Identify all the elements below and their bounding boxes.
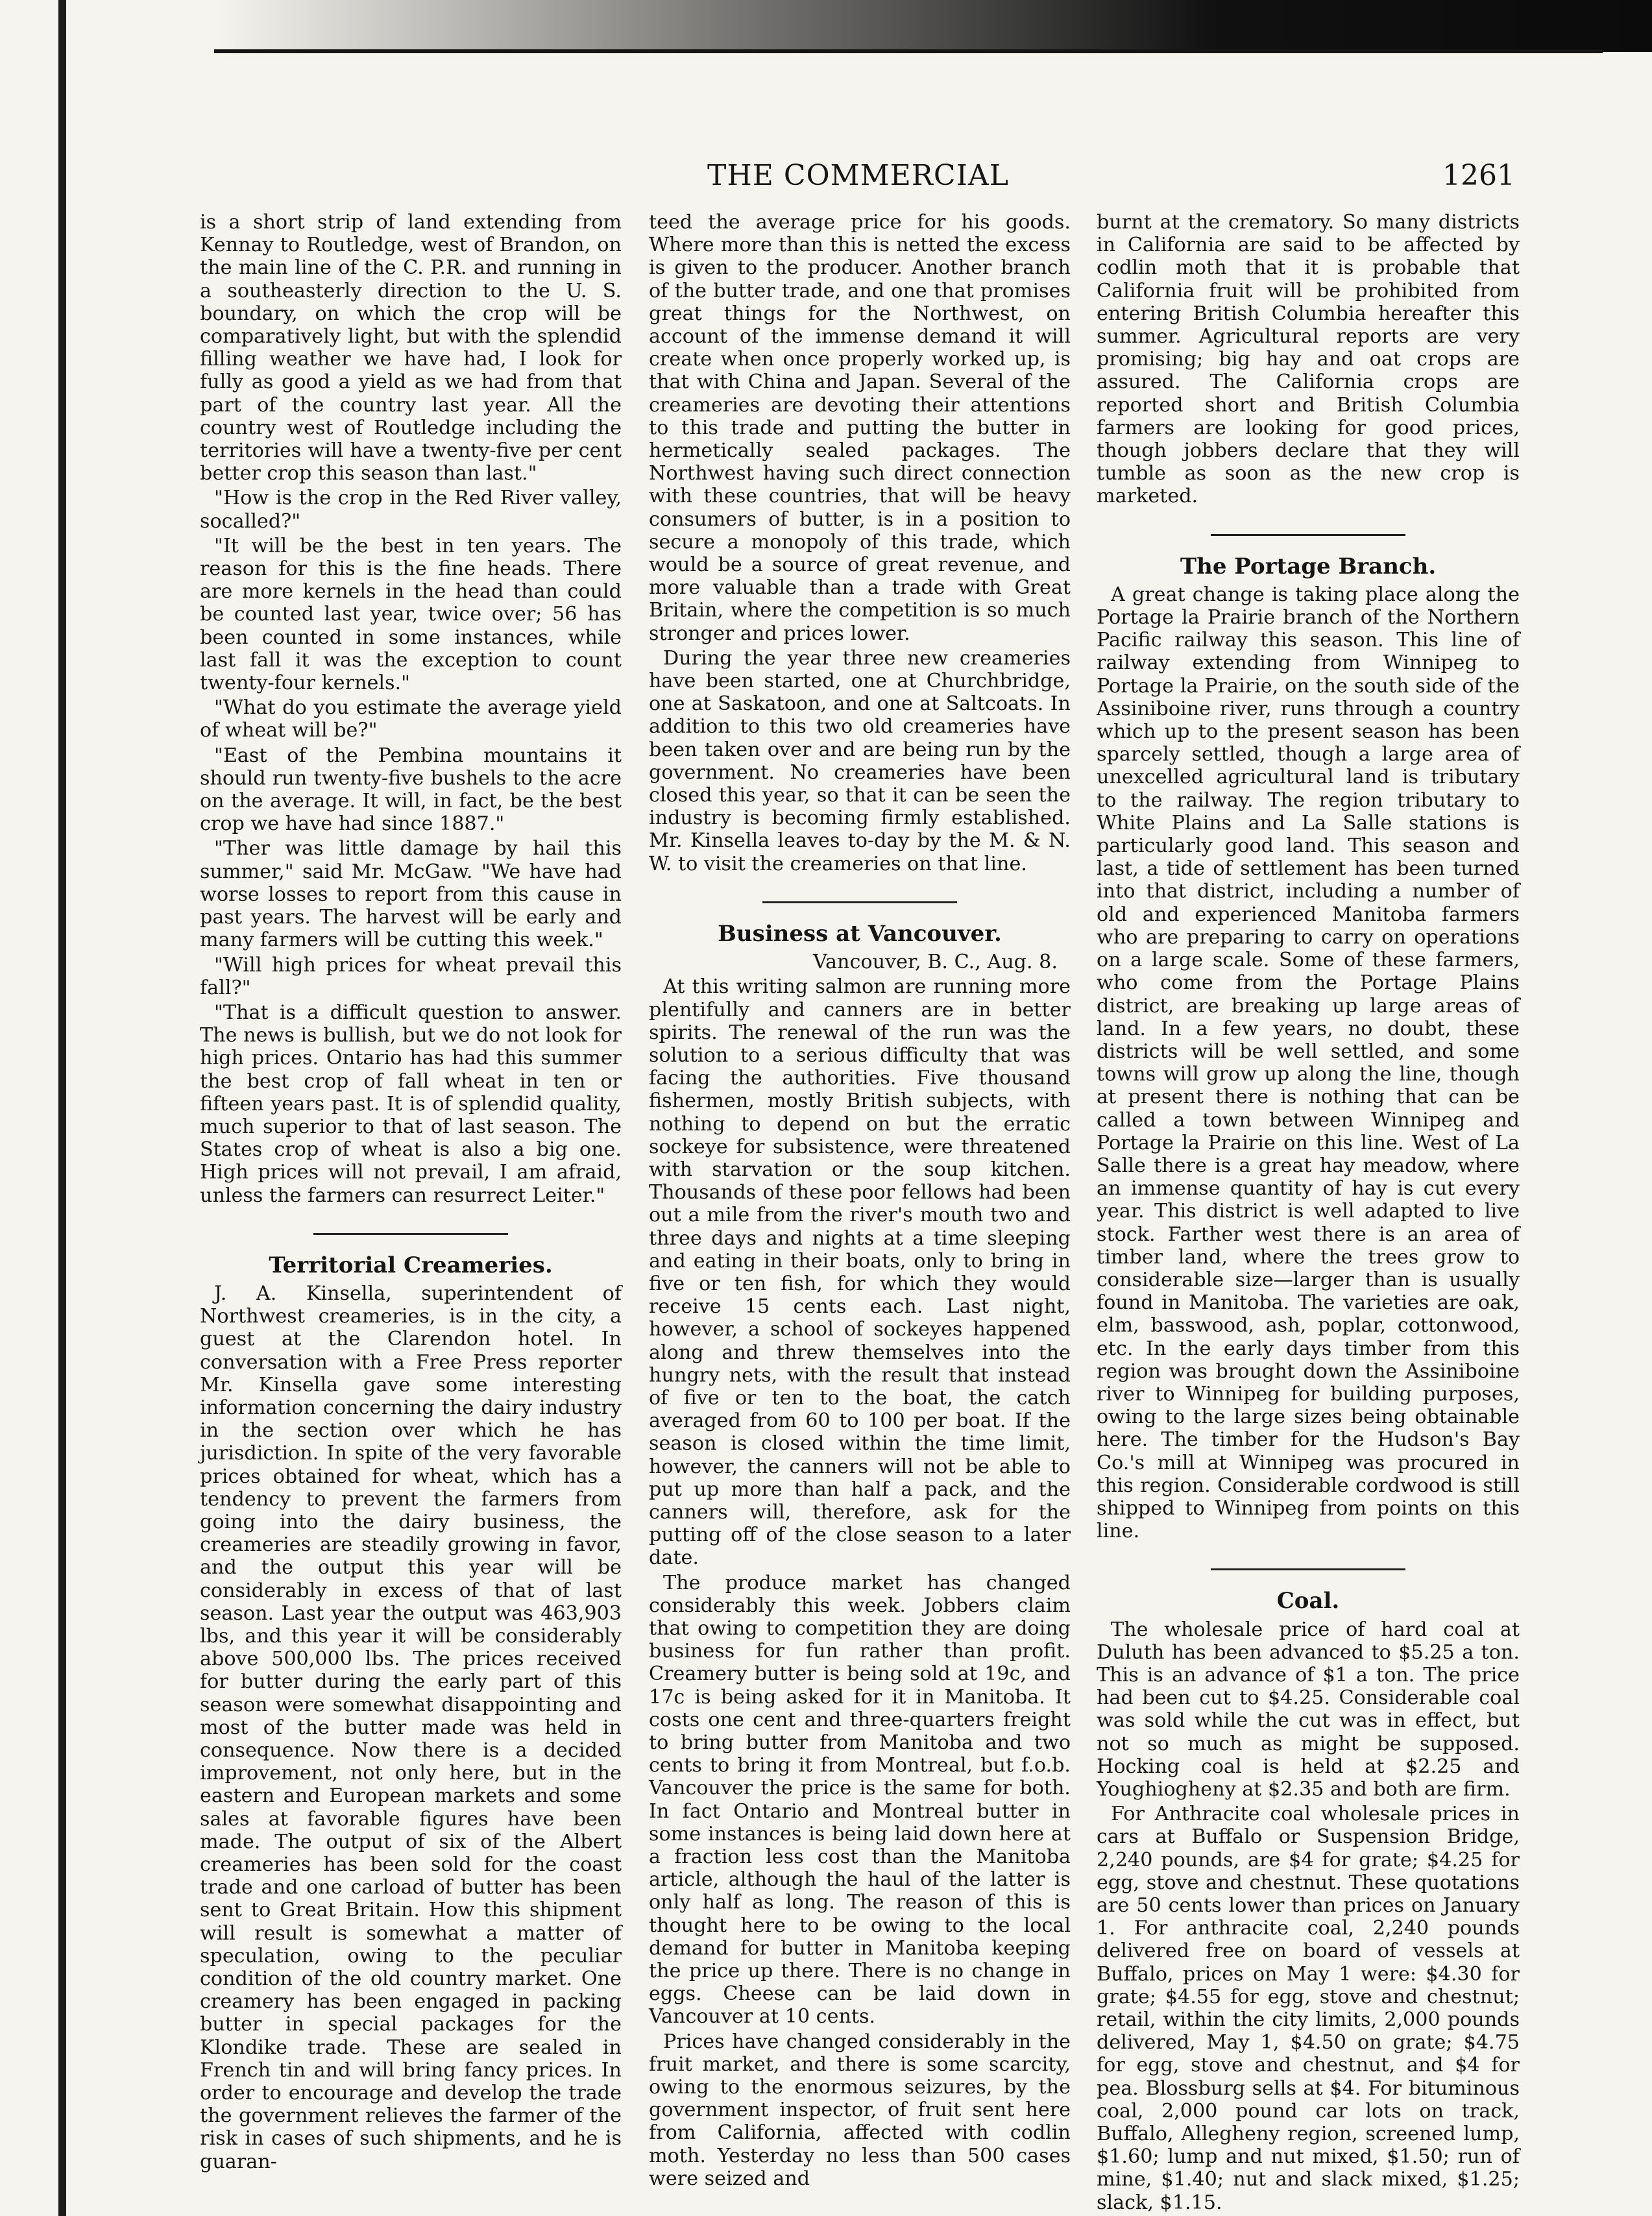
page-edge-shadow xyxy=(58,0,66,2216)
headline-coal: Coal. xyxy=(1276,1588,1340,1614)
column-1 xyxy=(200,211,622,2175)
section-divider xyxy=(762,901,957,903)
paragraph: The wholesale price of hard coal at Duluth has been advanced to $5.25 a ton. This is an advance of $1 a ton. The price had been cut to $4.25. Considerable coal was sold while the cut was in effect, but not so much as might be supposed. Hocking coal is held at $2.25 and Youghiogheny at $2.35 and both are firm. xyxy=(1097,1618,1520,1801)
paragraph: The produce market has changed considerably this week. Jobbers claim that owing to competition they are doing business for fun rather than profit. Creamery butter is being sold at 19c, and 17c is being asked for it in Manitoba. It costs one cent and three-quarters freight to bring butter from Manitoba and two cents to bring it from Montreal, but f.o.b. Vancouver the price is the same for both. In fact Ontario and Montreal butter in some instances is being laid down here at a fraction less cost than the Manitoba article, although the haul of the latter is only half as long. The reason of this is thought here to be owing to the local demand for butter in Manitoba keeping the price up there. There is no change in eggs. Cheese can be laid down in Vancouver at 10 cents. xyxy=(649,1571,1071,2028)
headline-portage-branch: The Portage Branch. xyxy=(1180,553,1437,579)
paragraph: "That is a difficult question to answer. The news is bullish, but we do not look for high prices. Ontario has had this summer the best crop of fall wheat in ten or fifteen years past. It is of splendid quality, much superior to that of last season. The States crop of wheat is also a big one. High prices will not prevail, I am afraid, unless the farmers can resurrect Leiter." xyxy=(200,1001,622,1207)
paragraph: During the year three new creameries have been started, one at Churchbridge, one at Saskatoon, and one at Saltcoats. In addition to this two old creameries have been taken over and are being run by the government. No creameries have been closed this year, so that it can be seen the industry is becoming firmly established. Mr. Kinsella leaves to-day by the M. & N. W. to visit the creameries on that line. xyxy=(649,646,1071,875)
column-2 xyxy=(649,211,1071,2192)
paragraph: "Will high prices for wheat prevail this fall?" xyxy=(200,953,622,999)
dateline: Vancouver, B. C., Aug. 8. xyxy=(813,951,1058,974)
page-number: 1261 xyxy=(1442,159,1515,192)
paragraph: "What do you estimate the average yield of wheat will be?" xyxy=(200,696,622,742)
paragraph: "How is the crop in the Red River valley, socalled?" xyxy=(200,487,622,533)
paragraph: "Ther was little damage by hail this summer," said Mr. McGaw. "We have had worse losses to report from this cause in past years. The harvest will be early and many farmers will be cutting this week." xyxy=(200,837,622,952)
paragraph: For Anthracite coal wholesale prices in cars at Buffalo or Suspension Bridge, 2,240 pounds, are $4 for grate; $4.25 for egg, stove and chestnut. These quotations are 50 cents lower than prices on January 1. For anthracite coal, 2,240 pounds delivered free on board of vessels at Buffalo, prices on May 1 were: $4.30 for grate; $4.55 for egg, stove and chestnut; retail, within the city limits, 2,000 pounds delivered, May 1, $4.50 on grate; $4.75 for egg, stove and chestnut, and $4 for pea. Blossburg sells at $4. For bituminous coal, 2,000 pound car lots on track, Buffalo, Allegheny region, screened lump, $1.60; lump and nut mixed, $1.50; run of mine, $1.40; nut and slack mixed, $1.25; slack, $1.15. xyxy=(1097,1803,1520,2214)
paragraph: A great change is taking place along the Portage la Prairie branch of the Northern Pacific railway this season. This line of railway extending from Winnipeg to Portage la Prairie, on the south side of the Assiniboine river, runs through a country which up to the present season has been sparcely settled, though a large area of unexcelled agricultural land is tributary to the railway. The region tributary to White Plains and La Salle stations is particularly good land. This season and last, a tide of settlement has been turned into that district, including a number of old and experienced Manitoba farmers who are preparing to carry on operations on a large scale. Some of these farmers, who come from the Portage Plains district, are breaking up large areas of land. In a few years, no doubt, these districts will be well settled, and some towns will grow up along the line, though at present there is nothing that can be called a town between Winnipeg and Portage la Prairie on this line. West of La Salle there is a great hay meadow, where an immense quantity of hay is cut every year. This district is well adapted to live stock. Farther west there is an area of timber land, where the trees grow to considerable size—larger than is usually found in Manitoba. The varieties are oak, elm, basswood, ash, poplar, cottonwood, etc. In the early days timber from this region was brought down the Assiniboine river to Winnipeg for building purposes, owing to the large sizes being obtainable here. The timber for the Hudson's Bay Co.'s mill at Winnipeg was procured in this region. Considerable cordwood is still shipped to Winnipeg from points on this line. xyxy=(1097,583,1520,1543)
headline-territorial-creameries: Territorial Creameries. xyxy=(269,1252,553,1278)
headline-business-at-vancouver: Business at Vancouver. xyxy=(718,920,1002,947)
newspaper-title: THE COMMERCIAL xyxy=(707,159,1009,192)
section-divider xyxy=(313,1233,508,1235)
section-divider xyxy=(1211,1568,1405,1570)
top-rule xyxy=(214,49,1603,53)
paragraph: is a short strip of land extending from Kennay to Routledge, west of Brandon, on the main line of the C. P.R. and running in a southeasterly direction to the U. S. boundary, on which the crop will be comparatively light, but with the splendid filling weather we have had, I look for fully as good a yield as we had from that part of the country last year. All the country west of Routledge including the territories will have a twenty-five per cent better crop this season than last." xyxy=(200,211,622,485)
paragraph: burnt at the crematory. So many districts in California are said to be affected by codlin moth that it is probable that California fruit will be prohibited from entering British Columbia hereafter this summer. Agricultural reports are very promising; big hay and oat crops are assured. The California crops are reported short and British Columbia farmers are looking for good prices, though jobbers declare that they will tumble as soon as the new crop is marketed. xyxy=(1097,211,1520,508)
paragraph: teed the average price for his goods. Where more than this is netted the excess is given to the producer. Another branch of the butter trade, and one that promises great things for the Northwest, on account of the immense demand it will create when once properly worked up, is that with China and Japan. Several of the creameries are devoting their attentions to this trade and putting the butter in hermetically sealed packages. The Northwest having such direct connection with these countries, that will be heavy consumers of butter, is in a position to secure a monopoly of this trade, which would be a source of great revenue, and more valuable than a trade with Great Britain, where the competition is so much stronger and prices lower. xyxy=(649,211,1071,645)
paragraph: At this writing salmon are running more plentifully and canners are in better spirits. The renewal of the run was the solution to a serious difficulty that was facing the authorities. Five thousand fishermen, mostly British subjects, with nothing to depend on but the erratic sockeye for subsistence, were threatened with starvation or the soup kitchen. Thousands of these poor fellows had been out a mile from the river's mouth two and three days and nights at a time sleeping and eating in their boats, only to bring in five or ten fish, for which they would receive 15 cents each. Last night, however, a school of sockeyes happened along and threw themselves into the hungry nets, with the result that instead of five or ten to the boat, the catch averaged from 60 to 100 per boat. If the season is closed within the time limit, however, the canners will not be able to put up more than half a pack, and the canners will, therefore, ask for the putting off of the close season to a later date. xyxy=(649,975,1071,1570)
paragraph: "It will be the best in ten years. The reason for this is the fine heads. There are more kernels in the head than could be counted last year, twice over; 56 has been counted in some instances, while last fall it was the exception to count twenty-four kernels." xyxy=(200,534,622,695)
paragraph: J. A. Kinsella, superintendent of Northwest creameries, is in the city, a guest at the Clarendon hotel. In conversation with a Free Press reporter Mr. Kinsella gave some interesting information concerning the dairy industry in the section over which he has jurisdiction. In spite of the very favorable prices obtained for wheat, which has a tendency to prevent the farmers from going into the dairy business, the creameries are steadily growing in favor, and the output this year will be considerably in excess of that of last season. Last year the output was 463,903 lbs, and this year it will be considerably above 500,000 lbs. The prices received for butter during the early part of this season were somewhat disappointing and most of the butter made was held in consequence. Now there is a decided improvement, not only here, but in the eastern and European markets and some sales at favorable figures have been made. The output of six of the Albert creameries has been sold for the coast trade and one carload of butter has been sent to Great Britain. How this shipment will result is somewhat a matter of speculation, owing to the peculiar condition of the old country market. One creamery has been engaged in packing butter in special packages for the Klondike trade. These are sealed in French tin and will bring fancy prices. In order to encourage and develop the trade the government relieves the farmer of the risk in cases of such shipments, and he is guaran- xyxy=(200,1282,622,2173)
section-divider xyxy=(1211,534,1405,536)
paragraph: Prices have changed considerably in the fruit market, and there is some scarcity, owing to the enormous seizures, by the government inspector, of fruit sent here from California, affected with codlin moth. Yesterday no less than 500 cases were seized and xyxy=(649,2030,1071,2190)
column-3 xyxy=(1097,211,1520,2216)
paragraph: "East of the Pembina mountains it should run twenty-five bushels to the acre on the average. It will, in fact, be the best crop we have had since 1887." xyxy=(200,744,622,836)
print-smudge xyxy=(214,0,1652,52)
